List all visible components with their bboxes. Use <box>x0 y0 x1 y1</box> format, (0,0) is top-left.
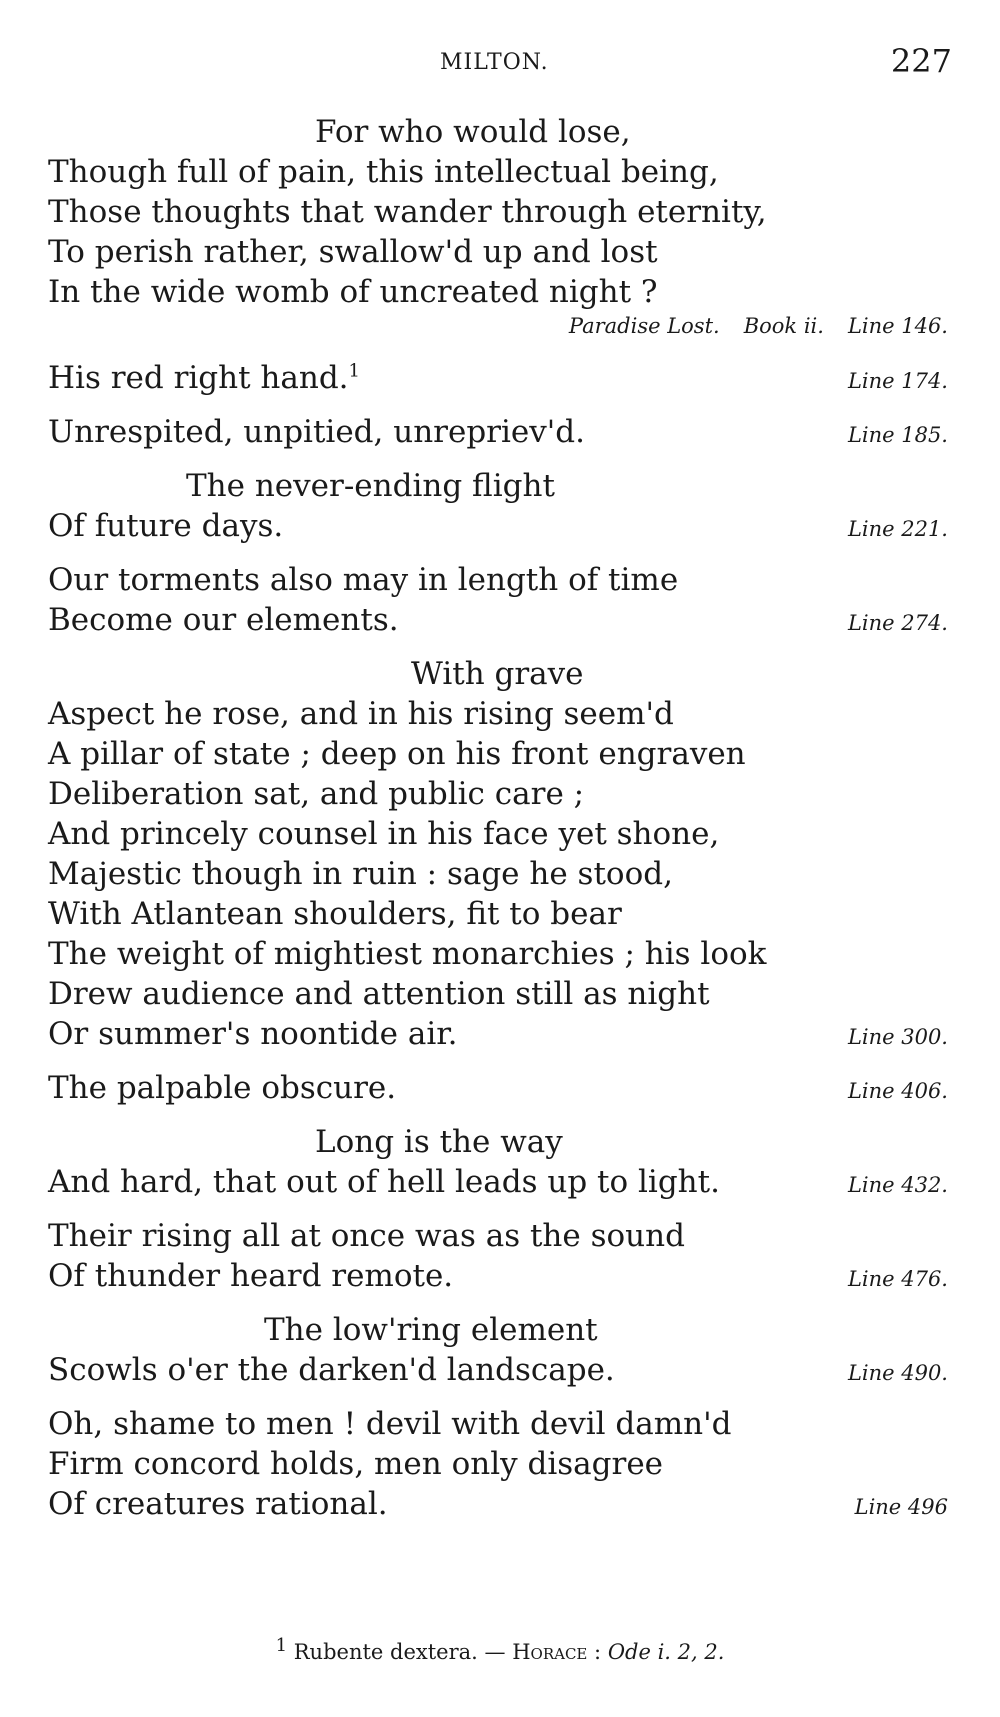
verse-line: Deliberation sat, and public care ; <box>48 776 585 812</box>
verse-line: Those thoughts that wander through eternity, <box>48 194 767 230</box>
quote-block <box>48 1068 954 1108</box>
verse-line: And princely counsel in his face yet shone, <box>48 816 720 852</box>
quote-block <box>48 466 954 546</box>
quote-block <box>48 654 954 1054</box>
line-reference: Line 406. <box>847 1079 948 1103</box>
line-reference: Line 432. <box>847 1173 948 1197</box>
line-reference: Line 174. <box>847 369 948 393</box>
page-number: 227 <box>890 42 952 80</box>
quote-block <box>48 560 954 640</box>
running-head <box>0 42 1000 82</box>
footnote-citation: Ode i. 2, 2. <box>607 1640 725 1664</box>
footnote-author: Horace <box>512 1640 588 1664</box>
source-book: Book ii. <box>743 314 824 338</box>
verse-line: Oh, shame to men ! devil with devil damn'd <box>48 1406 732 1442</box>
source-citation <box>48 312 954 344</box>
verse-line: With grave <box>411 656 584 692</box>
verse-line <box>48 358 360 398</box>
footnote-text: Rubente dextera. — <box>293 1640 506 1664</box>
verse-line: Aspect he rose, and in his rising seem'd <box>48 696 674 732</box>
verse-line: Unrespited, unpitied, unrepriev'd. <box>48 414 585 450</box>
quote-block <box>48 1310 954 1390</box>
line-reference: Line 300. <box>847 1025 948 1049</box>
verse-line: For who would lose, <box>315 114 631 150</box>
verse-line: Our torments also may in length of time <box>48 562 679 598</box>
verse-line: Drew audience and attention still as night <box>48 976 710 1012</box>
quote-block <box>48 1216 954 1296</box>
verse-line: Scowls o'er the darken'd landscape. <box>48 1352 615 1388</box>
verse-line: Their rising all at once was as the sound <box>48 1218 685 1254</box>
quote-block <box>48 412 954 452</box>
verse-line: A pillar of state ; deep on his front engraven <box>48 736 746 772</box>
source-line: Line 146. <box>847 314 948 338</box>
verse-line: Of thunder heard remote. <box>48 1258 454 1294</box>
footnote-separator: : <box>587 1640 608 1664</box>
verse-line: Though full of pain, this intellectual being, <box>48 154 719 190</box>
quote-block <box>48 358 954 398</box>
verse-line: Firm concord holds, men only disagree <box>48 1446 664 1482</box>
verse-line: The never-ending flight <box>186 468 555 504</box>
verse-line: And hard, that out of hell leads up to light. <box>48 1164 720 1200</box>
quotation-list <box>48 112 954 1538</box>
verse-line: With Atlantean shoulders, fit to bear <box>48 896 622 932</box>
header-title: MILTON. <box>440 50 549 75</box>
verse-line: Of creatures rational. <box>48 1486 388 1522</box>
footnote <box>0 1635 1000 1664</box>
verse-line: Of future days. <box>48 508 284 544</box>
verse-line: Become our elements. <box>48 602 399 638</box>
line-reference: Line 476. <box>847 1267 948 1291</box>
quote-block <box>48 1122 954 1202</box>
line-reference: Line 274. <box>847 611 948 635</box>
line-reference: Line 490. <box>847 1361 948 1385</box>
verse-line: The weight of mightiest monarchies ; his look <box>48 936 767 972</box>
verse-line: The low'ring element <box>264 1312 598 1348</box>
verse-line: To perish rather, swallow'd up and lost <box>48 234 658 270</box>
footnote-number: 1 <box>275 1635 288 1656</box>
line-reference: Line 185. <box>847 423 948 447</box>
verse-line: In the wide womb of uncreated night ? <box>48 274 658 310</box>
line-reference: Line 221. <box>847 517 948 541</box>
verse-line: Long is the way <box>315 1124 563 1160</box>
verse-line: Or summer's noontide air. <box>48 1016 458 1052</box>
verse-text: His red right hand. <box>48 360 349 396</box>
quote-block <box>48 112 954 344</box>
source-work: Paradise Lost. <box>568 314 720 338</box>
line-reference: Line 496 <box>854 1495 948 1519</box>
verse-line: The palpable obscure. <box>48 1070 397 1106</box>
quote-block <box>48 1404 954 1524</box>
verse-line: Majestic though in ruin : sage he stood, <box>48 856 673 892</box>
footnote-marker: 1 <box>348 360 360 382</box>
